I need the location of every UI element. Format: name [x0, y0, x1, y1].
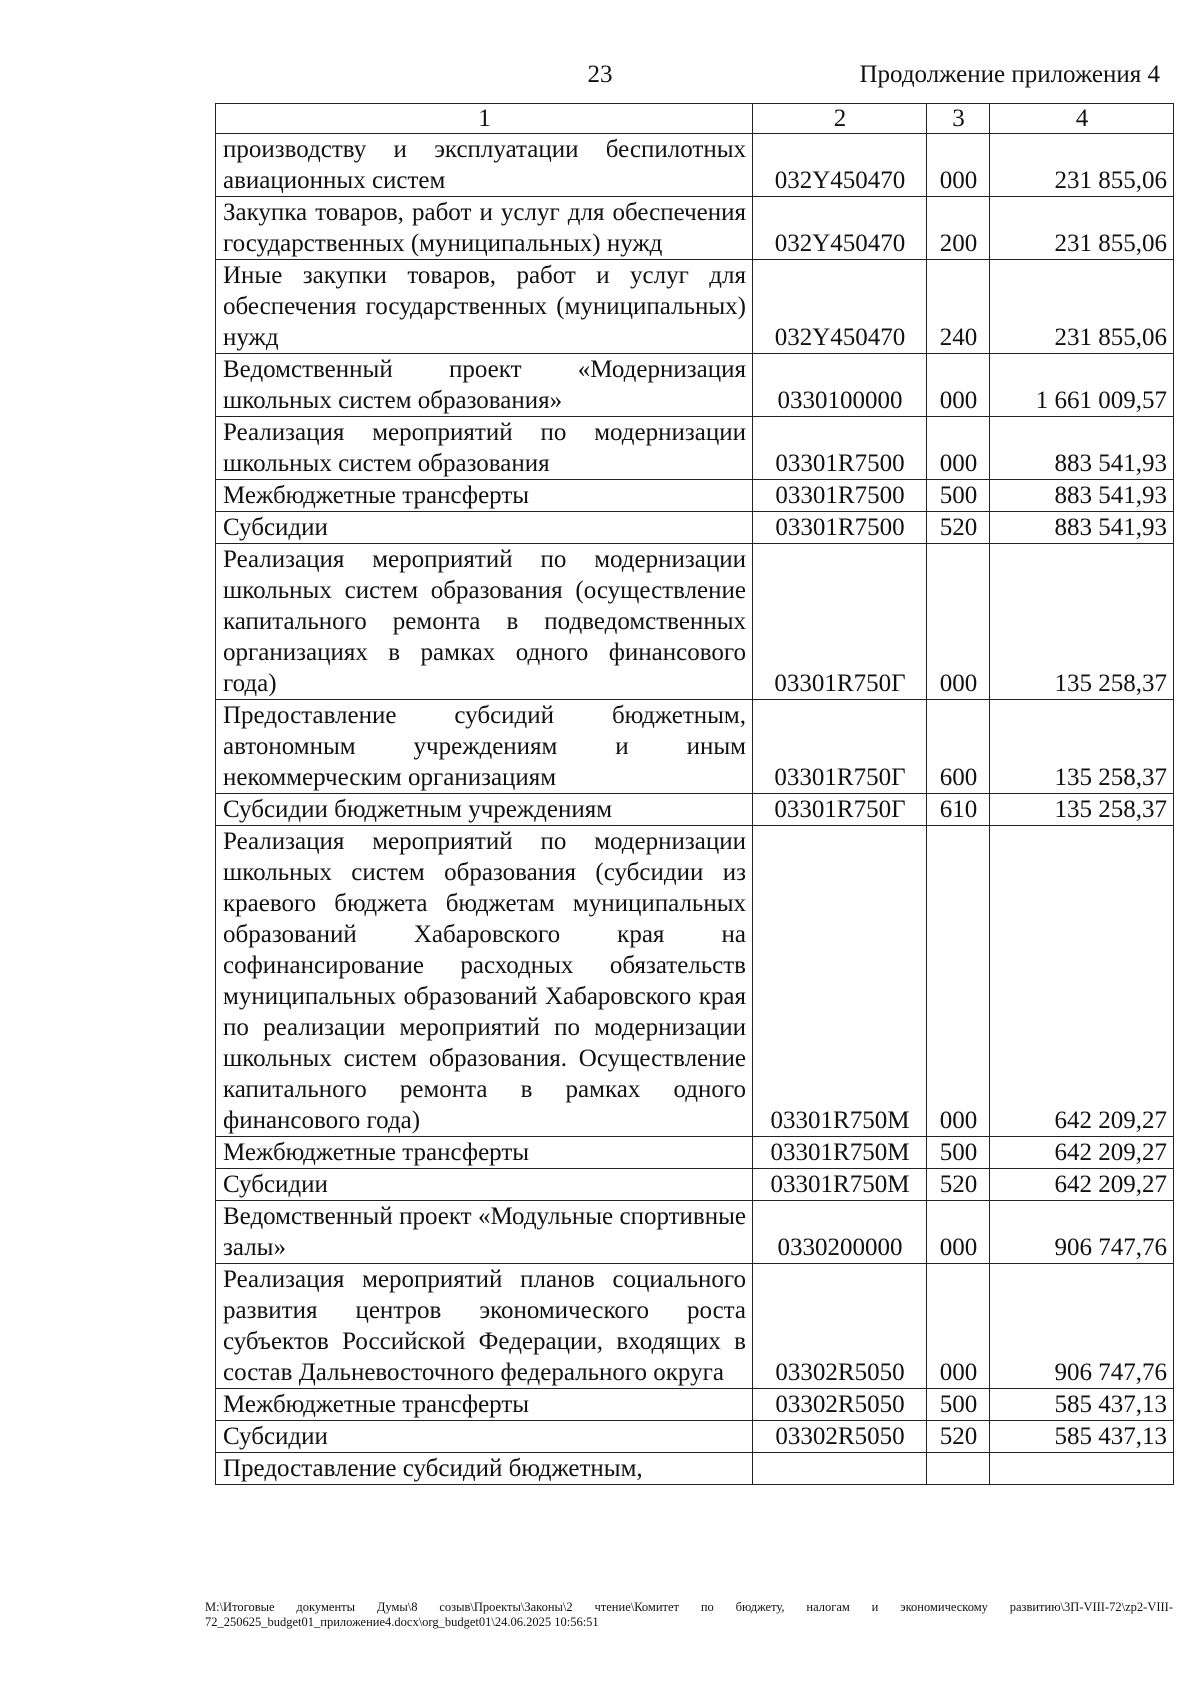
expense-name: Реализация мероприятий по модернизации школьных систем образования [216, 417, 753, 480]
expense-type-code: 520 [927, 512, 990, 544]
table-row [216, 480, 1174, 512]
expense-name: Ведомственный проект «Модульные спортивные залы» [216, 1201, 753, 1264]
expense-name: Закупка товаров, работ и услуг для обеспечения государственных (муниципальных) нужд [216, 197, 753, 260]
expense-name: Реализация мероприятий по модернизации школьных систем образования (субсидии из краевого бюджета бюджетам муниципальных образований Хабаровского края на софинансирование расходных обязательств муниципальных образований Хабаровского края по реализации мероприятий по модернизации школьных систем образования. Осуществление капитального ремонта в рамках одного финансового года) [216, 826, 753, 1137]
amount: 231 855,06 [990, 197, 1174, 260]
target-article-code: 03301R750Г [753, 794, 927, 826]
table-row [216, 1264, 1174, 1389]
target-article-code [753, 1453, 927, 1485]
amount: 585 437,13 [990, 1421, 1174, 1453]
amount: 883 541,93 [990, 480, 1174, 512]
column-header-3: 3 [927, 104, 990, 134]
amount: 135 258,37 [990, 700, 1174, 794]
target-article-code: 03302R5050 [753, 1389, 927, 1421]
table-row [216, 1137, 1174, 1169]
table-row [216, 512, 1174, 544]
expense-type-code: 500 [927, 1389, 990, 1421]
expense-name: Субсидии бюджетным учреждениям [216, 794, 753, 826]
table-body [216, 134, 1174, 1485]
table-row [216, 794, 1174, 826]
table-row [216, 1169, 1174, 1201]
expense-type-code: 520 [927, 1421, 990, 1453]
table-row [216, 1453, 1174, 1485]
table-header [216, 104, 1174, 134]
expense-type-code: 000 [927, 134, 990, 197]
expense-name: Предоставление субсидий бюджетным, автономным учреждениям и иным некоммерческим организациям [216, 700, 753, 794]
document-file-path: M:\Итоговые документы Думы\8 созыв\Проекты\Законы\2 чтение\Комитет по бюджету, налогам и экономическому развитию\3П-VIII-72\zp2-VIII-72_250625_budget01_приложение4.docx\org_budget01\24.06.2025 10:56:51 [205, 1600, 1173, 1629]
amount [990, 1453, 1174, 1485]
target-article-code: 0330100000 [753, 354, 927, 417]
target-article-code: 03301R750M [753, 1137, 927, 1169]
amount: 906 747,76 [990, 1201, 1174, 1264]
amount: 642 209,27 [990, 826, 1174, 1137]
expense-type-code: 240 [927, 260, 990, 354]
expense-name: Межбюджетные трансферты [216, 480, 753, 512]
amount: 231 855,06 [990, 134, 1174, 197]
expense-type-code: 000 [927, 1264, 990, 1389]
amount: 135 258,37 [990, 794, 1174, 826]
amount: 642 209,27 [990, 1137, 1174, 1169]
appendix-continuation-note: Продолжение приложения 4 [859, 61, 1160, 88]
expense-type-code: 200 [927, 197, 990, 260]
amount: 642 209,27 [990, 1169, 1174, 1201]
expense-type-code: 500 [927, 1137, 990, 1169]
expense-name: Субсидии [216, 1169, 753, 1201]
expense-type-code: 000 [927, 826, 990, 1137]
target-article-code: 03301R750M [753, 1169, 927, 1201]
expense-name: Предоставление субсидий бюджетным, [216, 1453, 753, 1485]
table-row [216, 260, 1174, 354]
target-article-code: 03301R750M [753, 826, 927, 1137]
expense-type-code: 000 [927, 1201, 990, 1264]
expense-name: производству и эксплуатации беспилотных авиационных систем [216, 134, 753, 197]
target-article-code: 03302R5050 [753, 1421, 927, 1453]
column-header-2: 2 [753, 104, 927, 134]
expense-type-code: 500 [927, 480, 990, 512]
amount: 135 258,37 [990, 544, 1174, 700]
expense-type-code: 520 [927, 1169, 990, 1201]
column-header-1: 1 [216, 104, 753, 134]
target-article-code: 03301R7500 [753, 480, 927, 512]
expense-type-code: 000 [927, 544, 990, 700]
amount: 231 855,06 [990, 260, 1174, 354]
target-article-code: 032Y450470 [753, 260, 927, 354]
expense-name: Реализация мероприятий по модернизации школьных систем образования (осуществление капитального ремонта в подведомственных организациях в рамках одного финансового года) [216, 544, 753, 700]
table-row [216, 544, 1174, 700]
table-row [216, 1421, 1174, 1453]
budget-table [215, 103, 1174, 1485]
expense-name: Межбюджетные трансферты [216, 1389, 753, 1421]
expense-name: Реализация мероприятий планов социального развития центров экономического роста субъектов Российской Федерации, входящих в состав Дальневосточного федерального округа [216, 1264, 753, 1389]
amount: 883 541,93 [990, 417, 1174, 480]
target-article-code: 03301R750Г [753, 700, 927, 794]
amount: 585 437,13 [990, 1389, 1174, 1421]
target-article-code: 032Y450470 [753, 197, 927, 260]
target-article-code: 03301R7500 [753, 417, 927, 480]
expense-type-code: 000 [927, 354, 990, 417]
table-row [216, 417, 1174, 480]
column-header-4: 4 [990, 104, 1174, 134]
table-row [216, 134, 1174, 197]
expense-type-code: 600 [927, 700, 990, 794]
expense-name: Иные закупки товаров, работ и услуг для обеспечения государственных (муниципальных) нужд [216, 260, 753, 354]
expense-name: Ведомственный проект «Модернизация школьных систем образования» [216, 354, 753, 417]
target-article-code: 03301R750Г [753, 544, 927, 700]
expense-name: Межбюджетные трансферты [216, 1137, 753, 1169]
table-row [216, 1389, 1174, 1421]
target-article-code: 032Y450470 [753, 134, 927, 197]
table-row [216, 826, 1174, 1137]
expense-name: Субсидии [216, 512, 753, 544]
amount: 906 747,76 [990, 1264, 1174, 1389]
page-number: 23 [587, 61, 613, 88]
table-row [216, 354, 1174, 417]
table-row [216, 197, 1174, 260]
header-row [216, 104, 1174, 134]
amount: 883 541,93 [990, 512, 1174, 544]
expense-type-code [927, 1453, 990, 1485]
table-row [216, 700, 1174, 794]
table-row [216, 1201, 1174, 1264]
amount: 1 661 009,57 [990, 354, 1174, 417]
target-article-code: 03302R5050 [753, 1264, 927, 1389]
expense-type-code: 610 [927, 794, 990, 826]
target-article-code: 0330200000 [753, 1201, 927, 1264]
expense-type-code: 000 [927, 417, 990, 480]
expense-name: Субсидии [216, 1421, 753, 1453]
target-article-code: 03301R7500 [753, 512, 927, 544]
